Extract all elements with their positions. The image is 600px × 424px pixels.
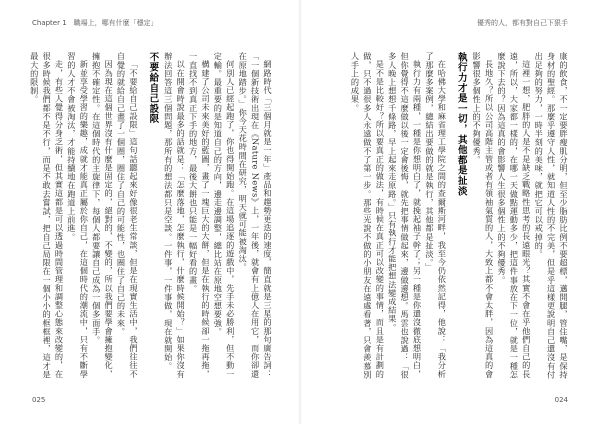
left-page-body: [26, 52, 274, 382]
running-head: Chapter 1 職場上，哪有什麼「穩定」: [32, 19, 158, 27]
paragraph: 「不要給自己設限」這句話聽起來好像很老生常談，但是在現實生活中，我們往往不自覺的就給自己畫了一個圈，圈住了自己的可能性，也圈住了自己的未來。: [116, 52, 139, 379]
paragraph: 以在開會時說最多的話就是：「怎麼落地，怎麼執行，什麼時候開始？」如果你沒有辦法回答這三個問題，那所有的想法都只是空談。一件事，一件事做，現在就開始。: [163, 52, 187, 379]
paragraph: 何別人已經起跑了，你也得開始跑。在這場追逐的遊戲中，先手未必勝利，但不動一定輸。最重要的是知道自己的方向，邊走邊調整，總比站在原地空想要強。: [213, 52, 236, 379]
paragraph: 長地久？所以公司高階主管或者有領袖氣質的人，大致上都不會太胖，因為這真的會影響很多個性上的不夠優秀。: [472, 52, 495, 379]
right-page-body: [332, 52, 570, 382]
section-heading: 執行力才是一切，其他都是扯淡: [455, 52, 467, 197]
running-head: 優秀的人，都有對自己下狠手: [477, 19, 568, 27]
right-page: [300, 0, 600, 424]
page-number: 024: [554, 396, 568, 404]
paragraph: 執行力有兩種，一種是你想明白了，就挽起袖子幹了；另一種是你還沒徹底想明白，但你覺得不這麼做以後一定會後悔，就先把事情做起來，邊做邊想。馬雲也說過：「很多人晚上想想千條路，早上起來走原路。」只有執行才能把想法變成結果。: [387, 52, 423, 379]
paragraph: 因為現在這個世界沒有什麼是固定的，絕對的，不變的，所以我們要學會擁抱變化，擁抱不確定性。在這個時代的主旋律下，每個人都要讓自己成為一個多面手。: [91, 52, 115, 379]
paragraph: 網路時代「三個月就是一年」產品和趨勢更迭的速度，簡直就是三星的那句廣告詞：「一個新技術出現在《Nature News》上，一年後，就會有上億人在用它，而你卻還在原地踏步。」你今天花時間在研究，明天就可能被淘汰。: [238, 52, 273, 379]
paragraph: 新並享受學習的樂趣，成就才能真正屬於你自己，在這個時代的潮流中，只有不斷學習的人才不會被淘汰，才能持續地在跑道上前進。: [66, 52, 90, 379]
paragraph: 在哈佛大學和麻省理工學院之間的查爾斯河畔，我至今仍依然記得，他說：「我分析了那麼多案例，總結出要做的就是執行，其他都是扯淡。」: [424, 52, 448, 379]
paragraph: 走，有些人覺得分身乏術，但其實這都是可以透過時間管理和調整心態來改變的，在很多時候我們都不是不行，而是不敢去嘗試，把自己局限在一個小小的框框裡，這才是最大的限制。: [29, 52, 65, 379]
paragraph: 構建了公司未來美好的藍圖，畫了一塊巨大的大餅，但是在執行的時候卻一拖再拖，一直找不到真正下手的地方，最後大餅也只能是一幅好看的畫。: [188, 52, 211, 379]
paragraph: 這裡一想，肥胖的人是不是缺乏戰略性思考的長遠眼光？其實不會在乎他們自己的長遠，所以，大家都一樣的，在哪一天做點運動多少，把這件事放在下一位，就是一種怎麼說下去的？因為這真的會影響人生很多個性上的不夠優秀。: [496, 52, 532, 379]
paragraph: 康的飲食，不一定要胖瘦肌分明，但至少脂肪比例不要超標，邁開腿，管住嘴，是保持身材的聖經。那麼乎遵守人性，就知道人性的不完美，但是乎這樣更說明自己還沒有付出足夠的努力，一時半刻的美味，就把它可以戒掉的。: [534, 52, 569, 379]
paragraph: 是不是比較好？所以要真正的做法，有時候在真正可以改變的事情，而且是有計劃的做，只不過很多人永遠做不了第一步。那些光說不做的小朋友在遠處看著，只會羨慕別人手上的成果。: [350, 52, 386, 379]
page-number: 025: [32, 396, 46, 404]
section-heading: 不要給自己設限: [147, 52, 159, 125]
